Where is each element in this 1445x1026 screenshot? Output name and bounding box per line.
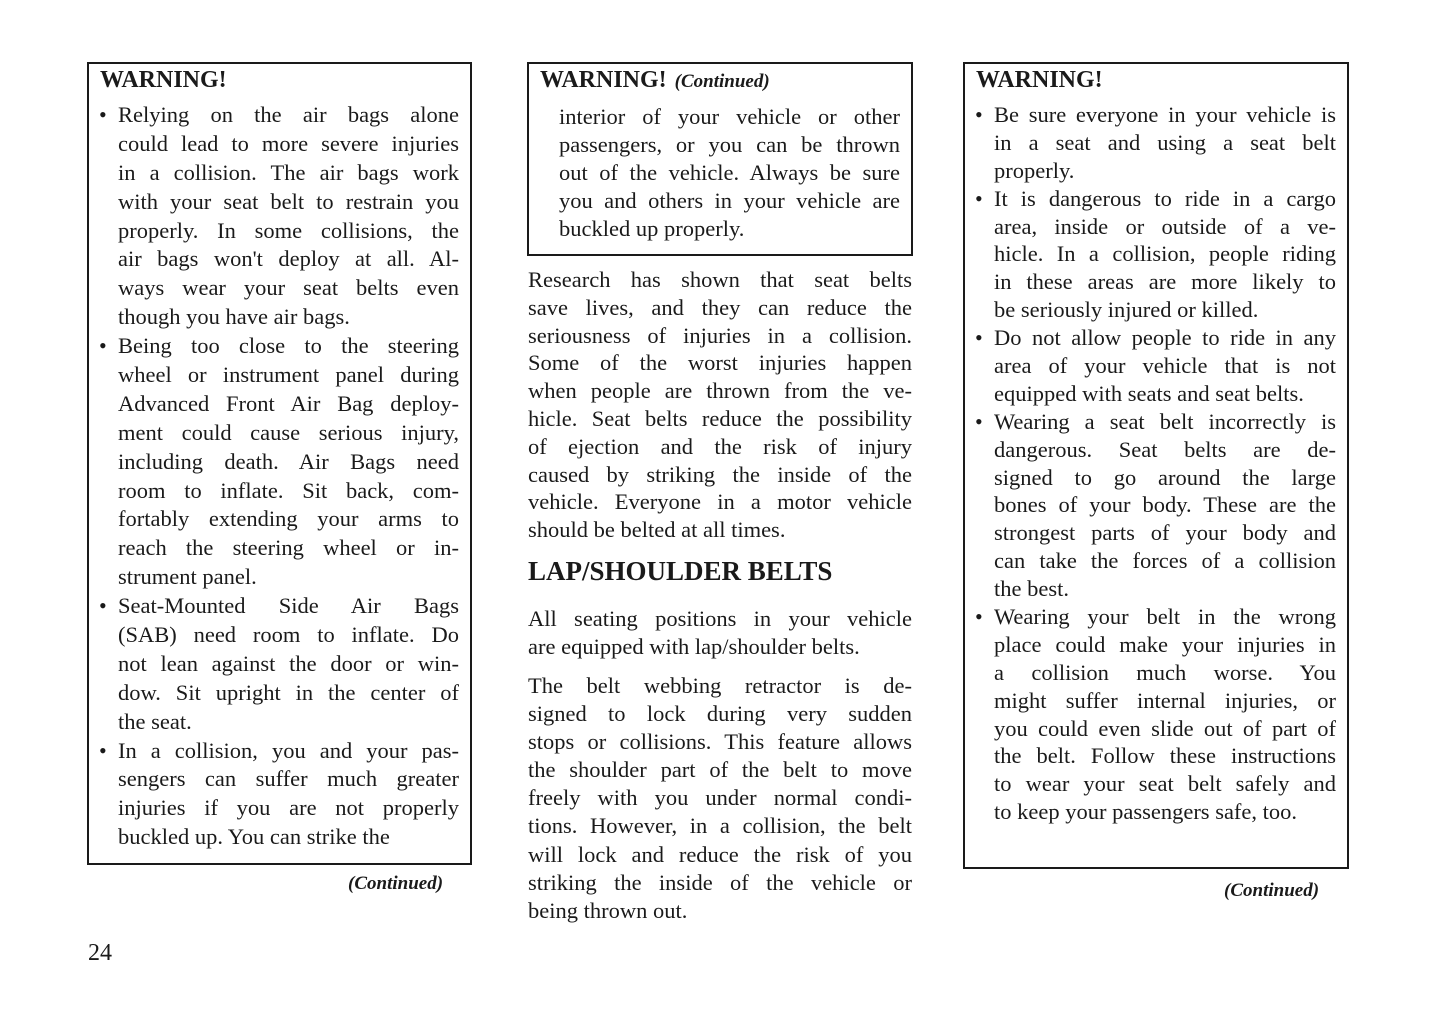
paragraph-retractor — [528, 672, 912, 925]
text-line: Be sure everyone in your vehicle is — [994, 102, 1336, 127]
bullet-item — [99, 737, 459, 853]
bullet-icon: • — [99, 737, 107, 763]
text-line: area of your vehicle that is not — [994, 353, 1336, 379]
text-line: not lean against the door or win- — [118, 650, 459, 676]
text-line: air bags won't deploy at all. Al- — [118, 246, 459, 272]
text-line: though you have air bags. — [118, 304, 350, 330]
warning-2-text — [559, 103, 900, 243]
text-line: be seriously injured or killed. — [994, 297, 1259, 323]
bullet-icon: • — [99, 593, 107, 619]
bullet-icon: • — [975, 408, 983, 434]
text-line: seriousness of injuries in a collision. — [528, 322, 912, 348]
bullet-item — [99, 592, 459, 736]
text-line: Advanced Front Air Bag deploy- — [118, 390, 459, 416]
text-line: equipped with seats and seat belts. — [994, 380, 1304, 406]
bullet-item — [975, 185, 1336, 324]
text-line: Seat-Mounted Side Air Bags — [118, 593, 459, 619]
text-line: Relying on the air bags alone — [118, 102, 459, 127]
text-line: should be belted at all times. — [528, 517, 786, 543]
warning-title-3: WARNING! — [976, 67, 1103, 93]
bullet-icon: • — [99, 333, 107, 359]
bullet-item — [975, 324, 1336, 408]
continued-label-1: (Continued) — [348, 873, 444, 894]
bullet-icon: • — [975, 102, 983, 127]
bullet-item — [975, 101, 1336, 185]
text-line: wheel or instrument panel during — [118, 362, 459, 388]
text-line: freely with you under normal condi- — [528, 785, 912, 811]
text-line: will lock and reduce the risk of you — [528, 841, 912, 867]
text-line: striking the inside of the vehicle or — [528, 869, 912, 895]
text-line: bones of your body. These are the — [994, 492, 1336, 518]
text-line: dangerous. Seat belts are de- — [994, 436, 1336, 462]
text-line: room to inflate. Sit back, com- — [118, 477, 459, 503]
warning-title-2 — [540, 67, 770, 94]
text-line: All seating positions in your vehicle — [528, 606, 912, 631]
text-line: reach the steering wheel or in- — [118, 535, 459, 561]
text-line: Wearing a seat belt incorrectly is — [994, 408, 1336, 434]
text-line: properly. — [994, 157, 1075, 183]
text-line: including death. Air Bags need — [118, 448, 459, 474]
text-line: Research has shown that seat belts — [528, 267, 912, 292]
warning-title-continued: (Continued) — [674, 71, 770, 92]
text-line: Do not allow people to ride in any — [994, 325, 1336, 351]
text-line: strument panel. — [118, 564, 257, 590]
text-line: to keep your passengers safe, too. — [994, 799, 1298, 825]
text-line: caused by striking the inside of the — [528, 461, 912, 487]
text-line: you could even slide out of part of — [994, 715, 1336, 741]
text-line: Some of the worst injuries happen — [528, 350, 912, 376]
text-line: strongest parts of your body and — [994, 520, 1336, 546]
bullet-item — [975, 408, 1336, 603]
paragraph-research — [528, 266, 912, 544]
bullet-item — [99, 332, 459, 592]
text-line: to wear your seat belt safely and — [994, 771, 1336, 797]
text-line: in a seat and using a seat belt — [994, 129, 1336, 155]
text-line: sengers can suffer much greater — [118, 766, 459, 792]
text-line: signed to lock during very sudden — [528, 701, 912, 727]
bullet-icon: • — [99, 102, 107, 127]
warning-3-bullets — [975, 101, 1336, 826]
text-line: the best. — [994, 576, 1069, 602]
text-line: ways wear your seat belts even — [118, 275, 459, 301]
text-line: the shoulder part of the belt to move — [528, 757, 912, 783]
text-line: the seat. — [118, 708, 192, 734]
bullet-item — [975, 603, 1336, 826]
text-line: you and others in your vehicle are — [559, 188, 900, 213]
text-line: stops or collisions. This feature allows — [528, 729, 912, 755]
text-line: Wearing your belt in the wrong — [994, 604, 1336, 630]
text-line: save lives, and they can reduce the — [528, 294, 912, 320]
text-line: in these areas are more likely to — [994, 269, 1336, 295]
text-line: when people are thrown from the ve- — [528, 378, 912, 404]
text-line: place could make your injuries in — [994, 631, 1336, 657]
warning-1-bullets — [99, 101, 459, 852]
text-line: interior of your vehicle or other — [559, 104, 900, 129]
bullet-icon: • — [975, 325, 983, 351]
text-line: In a collision, you and your pas- — [118, 737, 459, 763]
text-line: with your seat belt to restrain you — [118, 188, 459, 214]
text-line: out of the vehicle. Always be sure — [559, 160, 900, 185]
text-line: vehicle. Everyone in a motor vehicle — [528, 489, 912, 515]
text-line: buckled up properly. — [559, 216, 745, 241]
text-line: properly. In some collisions, the — [118, 217, 459, 243]
text-line: of ejection and the risk of injury — [528, 433, 912, 459]
text-line: dow. Sit upright in the center of — [118, 679, 459, 705]
bullet-icon: • — [975, 185, 983, 211]
text-line: might suffer internal injuries, or — [994, 687, 1336, 713]
text-line: It is dangerous to ride in a cargo — [994, 185, 1336, 211]
text-line: being thrown out. — [528, 897, 688, 923]
text-line: buckled up. You can strike the — [118, 824, 390, 850]
paragraph-lap-shoulder — [528, 605, 912, 661]
text-line: hicle. Seat belts reduce the possibility — [528, 405, 912, 431]
text-line: hicle. In a collision, people riding — [994, 241, 1336, 267]
text-line: the belt. Follow these instructions — [994, 743, 1336, 769]
bullet-icon: • — [975, 604, 983, 630]
text-line: The belt webbing retractor is de- — [528, 673, 912, 698]
text-line: are equipped with lap/shoulder belts. — [528, 634, 860, 659]
bullet-item — [99, 101, 459, 332]
page-number: 24 — [88, 940, 112, 966]
text-line: area, inside or outside of a ve- — [994, 213, 1336, 239]
text-line: tions. However, in a collision, the belt — [528, 813, 912, 839]
text-line: injuries if you are not properly — [118, 795, 459, 821]
continued-label-3: (Continued) — [1224, 880, 1320, 901]
text-line: Being too close to the steering — [118, 333, 459, 359]
text-line: passengers, or you can be thrown — [559, 132, 900, 157]
text-line: fortably extending your arms to — [118, 506, 459, 532]
text-line: (SAB) need room to inflate. Do — [118, 622, 459, 648]
text-line: signed to go around the large — [994, 464, 1336, 490]
text-line: could lead to more severe injuries — [118, 130, 459, 156]
section-heading: LAP/SHOULDER BELTS — [528, 556, 833, 586]
text-line: a collision much worse. You — [994, 659, 1336, 685]
text-line: in a collision. The air bags work — [118, 159, 459, 185]
warning-title-1: WARNING! — [100, 67, 227, 93]
text-line: can take the forces of a collision — [994, 548, 1336, 574]
text-line: ment could cause serious injury, — [118, 419, 459, 445]
warning-title-text: WARNING! — [540, 67, 667, 93]
